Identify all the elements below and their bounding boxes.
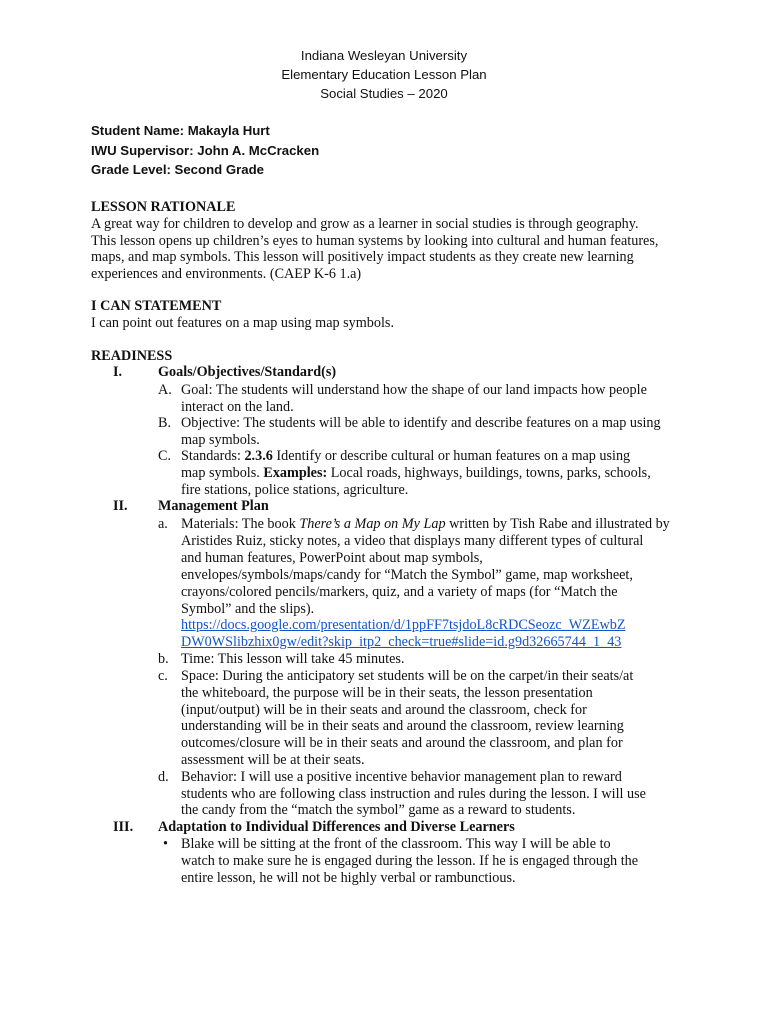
adaptation-line: entire lesson, he will not be highly verbal or rambunctious. <box>181 870 516 886</box>
space-line: outcomes/closure will be in their seats and around the classroom, and plan for <box>181 735 623 751</box>
goal-line: Goal: The students will understand how the shape of our land impacts how people <box>181 382 647 398</box>
item-letter: A. <box>158 382 172 398</box>
space-line: (input/output) will be in their seats and around the classroom, check for <box>181 702 587 718</box>
university-name: Indiana Wesleyan University <box>300 48 468 63</box>
rationale-line: A great way for children to develop and grow as a learner in social studies is through geography. <box>91 216 639 232</box>
time-line: Time: This lesson will take 45 minutes. <box>181 651 405 667</box>
rationale-line: maps, and map symbols. This lesson will positively impact students as they create new learning <box>91 249 634 265</box>
student-name: Student Name: Makayla Hurt <box>91 123 270 138</box>
materials-line: Symbol” and the slips). <box>181 601 315 617</box>
grade-level: Grade Level: Second Grade <box>91 162 264 177</box>
standards-text: map symbols. <box>181 465 264 481</box>
materials-text: Materials: The book <box>181 516 300 532</box>
plan-title: Elementary Education Lesson Plan <box>281 67 487 82</box>
materials-line: Aristides Ruiz, sticky notes, a video that displays many different types of cultural <box>181 533 644 549</box>
space-line: understanding will be in their seats and around the classroom, review learning <box>181 718 624 734</box>
space-line: assessment will be at their seats. <box>181 752 365 768</box>
item-letter: d. <box>158 769 169 785</box>
space-line: the whiteboard, the purpose will be in their seats, the lesson presentation <box>181 685 593 701</box>
materials-line: envelopes/symbols/maps/candy for “Match the Symbol” game, map worksheet, <box>181 567 633 583</box>
presentation-link[interactable]: https://docs.google.com/presentation/d/1ppFF7tsjdoL8cRDCSeozc_WZEwbZ <box>181 617 626 633</box>
rationale-line: experiences and environments. (CAEP K-6 1.a) <box>91 266 362 282</box>
presentation-link[interactable]: DW0WSlibzhix0gw/edit?skip_itp2_check=true#slide=id.g9d32665744_1_43 <box>181 634 622 650</box>
behavior-line: students who are following class instruction and rules during the lesson. I will use <box>181 786 646 802</box>
behavior-line: Behavior: I will use a positive incentive behavior management plan to reward <box>181 769 622 785</box>
ican-heading: I CAN STATEMENT <box>91 298 222 314</box>
goal-line: interact on the land. <box>181 399 294 415</box>
section-title-management: Management Plan <box>158 498 269 514</box>
ican-text: I can point out features on a map using map symbols. <box>91 315 395 331</box>
item-letter: c. <box>158 668 168 684</box>
readiness-heading: READINESS <box>91 348 173 364</box>
book-title: There’s a Map on My Lap <box>299 516 446 532</box>
standards-prefix: Standards: <box>181 448 245 464</box>
item-letter: b. <box>158 651 169 667</box>
standards-line <box>181 448 681 465</box>
rationale-heading: LESSON RATIONALE <box>91 199 236 215</box>
standards-line <box>181 465 681 482</box>
materials-line <box>181 516 681 533</box>
materials-text: written by Tish Rabe and illustrated by <box>445 516 670 532</box>
space-line: Space: During the anticipatory set students will be on the carpet/in their seats/at <box>181 668 634 684</box>
standard-code: 2.3.6 <box>244 448 273 464</box>
item-letter: B. <box>158 415 172 431</box>
item-letter: a. <box>158 516 168 532</box>
section-title-adaptation: Adaptation to Individual Differences and Diverse Learners <box>158 819 515 835</box>
adaptation-line: Blake will be sitting at the front of the classroom. This way I will be able to <box>181 836 611 852</box>
section-number: III. <box>113 819 134 835</box>
item-letter: C. <box>158 448 172 464</box>
materials-line: and human features, PowerPoint about map symbols, <box>181 550 483 566</box>
subject-year: Social Studies – 2020 <box>320 86 448 101</box>
objective-line: map symbols. <box>181 432 260 448</box>
standards-text: Identify or describe cultural or human features on a map using <box>272 448 631 464</box>
materials-line: crayons/colored pencils/markers, quiz, and a variety of maps (for “Match the <box>181 584 618 600</box>
section-number: I. <box>113 364 123 380</box>
section-number: II. <box>113 498 128 514</box>
objective-line: Objective: The students will be able to identify and describe features on a map using <box>181 415 661 431</box>
behavior-line: the candy from the “match the symbol” game as a reward to students. <box>181 802 576 818</box>
standards-text: Local roads, highways, buildings, towns, parks, schools, <box>327 465 651 481</box>
examples-label: Examples: <box>263 465 328 481</box>
section-title-goals: Goals/Objectives/Standard(s) <box>158 364 337 380</box>
supervisor-name: IWU Supervisor: John A. McCracken <box>91 143 320 158</box>
standards-line: fire stations, police stations, agriculture. <box>181 482 409 498</box>
rationale-line: This lesson opens up children’s eyes to human systems by looking into cultural and human features, <box>91 233 659 249</box>
bullet-icon: • <box>163 836 168 852</box>
adaptation-line: watch to make sure he is engaged during the lesson. If he is engaged through the <box>181 853 639 869</box>
